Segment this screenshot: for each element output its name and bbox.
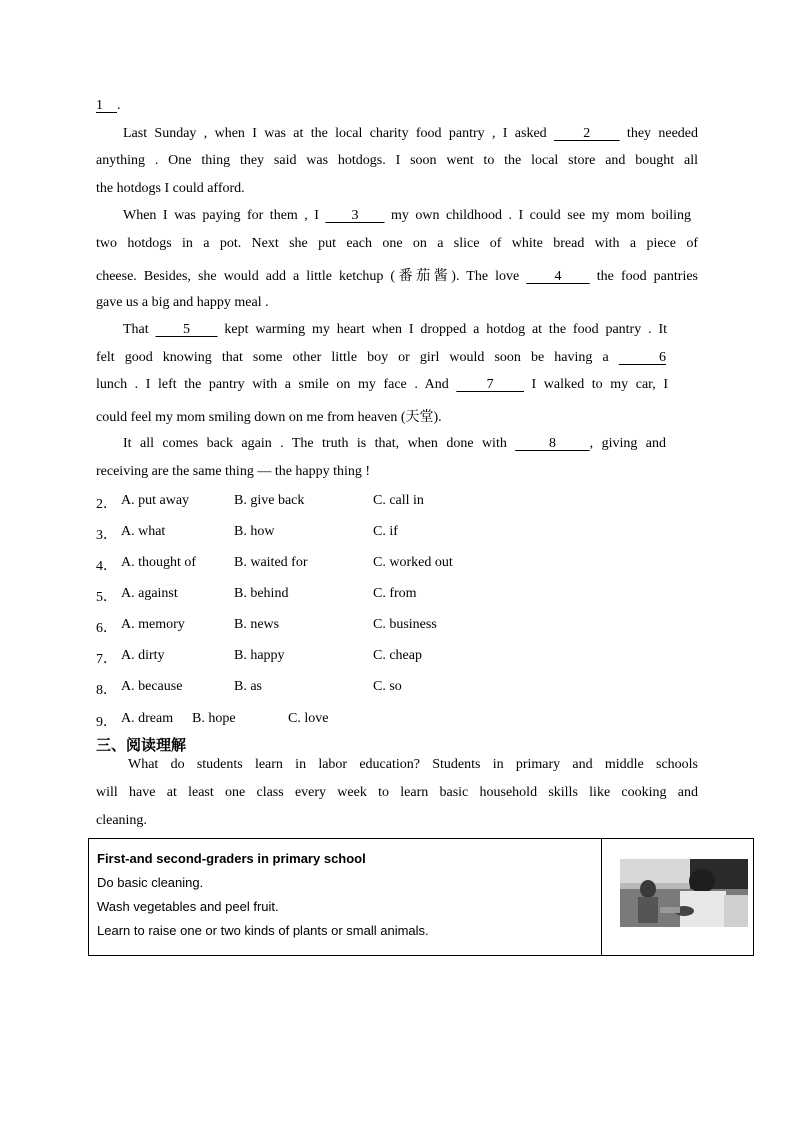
question-6 [96, 617, 696, 635]
option-c: C. if [373, 524, 398, 539]
table-item-1: Do basic cleaning. [97, 875, 204, 890]
question-number: 2． [96, 497, 117, 512]
option-a: A. put away [121, 493, 190, 508]
question-9 [96, 711, 696, 729]
paragraph-3-line-3: lunch . I left the pantry with a smile on my face . And 7 I walked to my car, I [96, 377, 668, 392]
passage-first-line: 1 . [96, 98, 121, 113]
option-b: B. give back [234, 493, 305, 508]
table-divider [601, 839, 602, 955]
option-c: C. worked out [373, 555, 453, 570]
blank-8: 8 [515, 436, 590, 451]
table-item-2: Wash vegetables and peel fruit. [97, 899, 279, 914]
option-b: B. happy [234, 648, 285, 663]
blank-3: 3 [325, 208, 385, 223]
paragraph-3-line-2: felt good knowing that some other little boy or girl would soon be having a 6 [96, 350, 667, 365]
blank-2: 2 [554, 126, 620, 141]
option-a: A. what [121, 524, 166, 539]
table-item-3: Learn to raise one or two kinds of plants or small animals. [97, 923, 429, 938]
option-b: B. waited for [234, 555, 308, 570]
question-number: 5． [96, 590, 117, 605]
option-c: C. business [373, 617, 437, 632]
question-4 [96, 555, 696, 573]
blank-7: 7 [456, 377, 524, 392]
option-a: A. dirty [121, 648, 165, 663]
paragraph-3-line-1: That 5 kept warming my heart when I dropped a hotdog at the food pantry . It [123, 322, 668, 337]
paragraph-4-line-2: receiving are the same thing — the happy thing ! [96, 464, 371, 479]
reading-intro-line-1: What do students learn in labor education? Students in primary and middle schools [128, 757, 698, 772]
reading-intro-line-2: will have at least one class every week to learn basic household skills like cooking and [96, 785, 698, 800]
blank-4: 4 [526, 269, 590, 284]
option-b: B. as [234, 679, 262, 694]
blank-1: 1 [96, 98, 103, 113]
section-heading-reading: 三、阅读理解 [96, 736, 187, 754]
option-a: A. memory [121, 617, 185, 632]
option-a: A. against [121, 586, 178, 601]
option-c: C. cheap [373, 648, 422, 663]
option-a: A. thought of [121, 555, 197, 570]
question-number: 7． [96, 652, 117, 667]
option-c: C. so [373, 679, 402, 694]
question-number: 8． [96, 683, 117, 698]
question-8 [96, 679, 696, 697]
option-b: B. behind [234, 586, 289, 601]
option-b: B. how [234, 524, 275, 539]
blank-6: 6 [618, 350, 667, 365]
paragraph-2-line-3: cheese. Besides, she would add a little ketchup (番茄酱). The love 4 the food pantries [96, 269, 698, 284]
question-number: 4． [96, 559, 117, 574]
question-7 [96, 648, 696, 666]
question-2 [96, 493, 696, 511]
option-c: C. from [373, 586, 417, 601]
paragraph-2-line-1: When I was paying for them , I 3 my own childhood . I could see my mom boiling [123, 208, 691, 223]
option-c: C. love [288, 711, 329, 726]
option-b: B. news [234, 617, 280, 632]
question-number: 6． [96, 621, 117, 636]
question-number: 3． [96, 528, 117, 543]
option-a: A. dream [121, 711, 174, 726]
table-title: First-and second-graders in primary school [97, 851, 366, 866]
option-a: A. because [121, 679, 183, 694]
paragraph-3-line-4: could feel my mom smiling down on me from heaven (天堂). [96, 410, 442, 425]
paragraph-2-line-4: gave us a big and happy meal . [96, 295, 269, 310]
paragraph-2-line-2: two hotdogs in a pot. Next she put each one on a slice of white bread with a piece of [96, 236, 698, 251]
info-table [88, 838, 754, 956]
option-b: B. hope [192, 711, 236, 726]
students-cooking-photo [620, 859, 748, 927]
paragraph-1-line-1: Last Sunday , when I was at the local charity food pantry , I asked 2 they needed [123, 126, 699, 141]
question-3 [96, 524, 696, 542]
paragraph-1-line-2: anything . One thing they said was hotdogs. I soon went to the local store and bought all [96, 153, 698, 168]
paragraph-1-line-3: the hotdogs I could afford. [96, 181, 245, 196]
blank-5: 5 [155, 322, 218, 337]
question-number: 9． [96, 715, 117, 730]
option-c: C. call in [373, 493, 424, 508]
reading-intro-line-3: cleaning. [96, 813, 147, 828]
paragraph-4-line-1: It all comes back again . The truth is that, when done with 8 , giving and [123, 436, 666, 451]
question-5 [96, 586, 696, 604]
photo-illustration [620, 859, 748, 927]
